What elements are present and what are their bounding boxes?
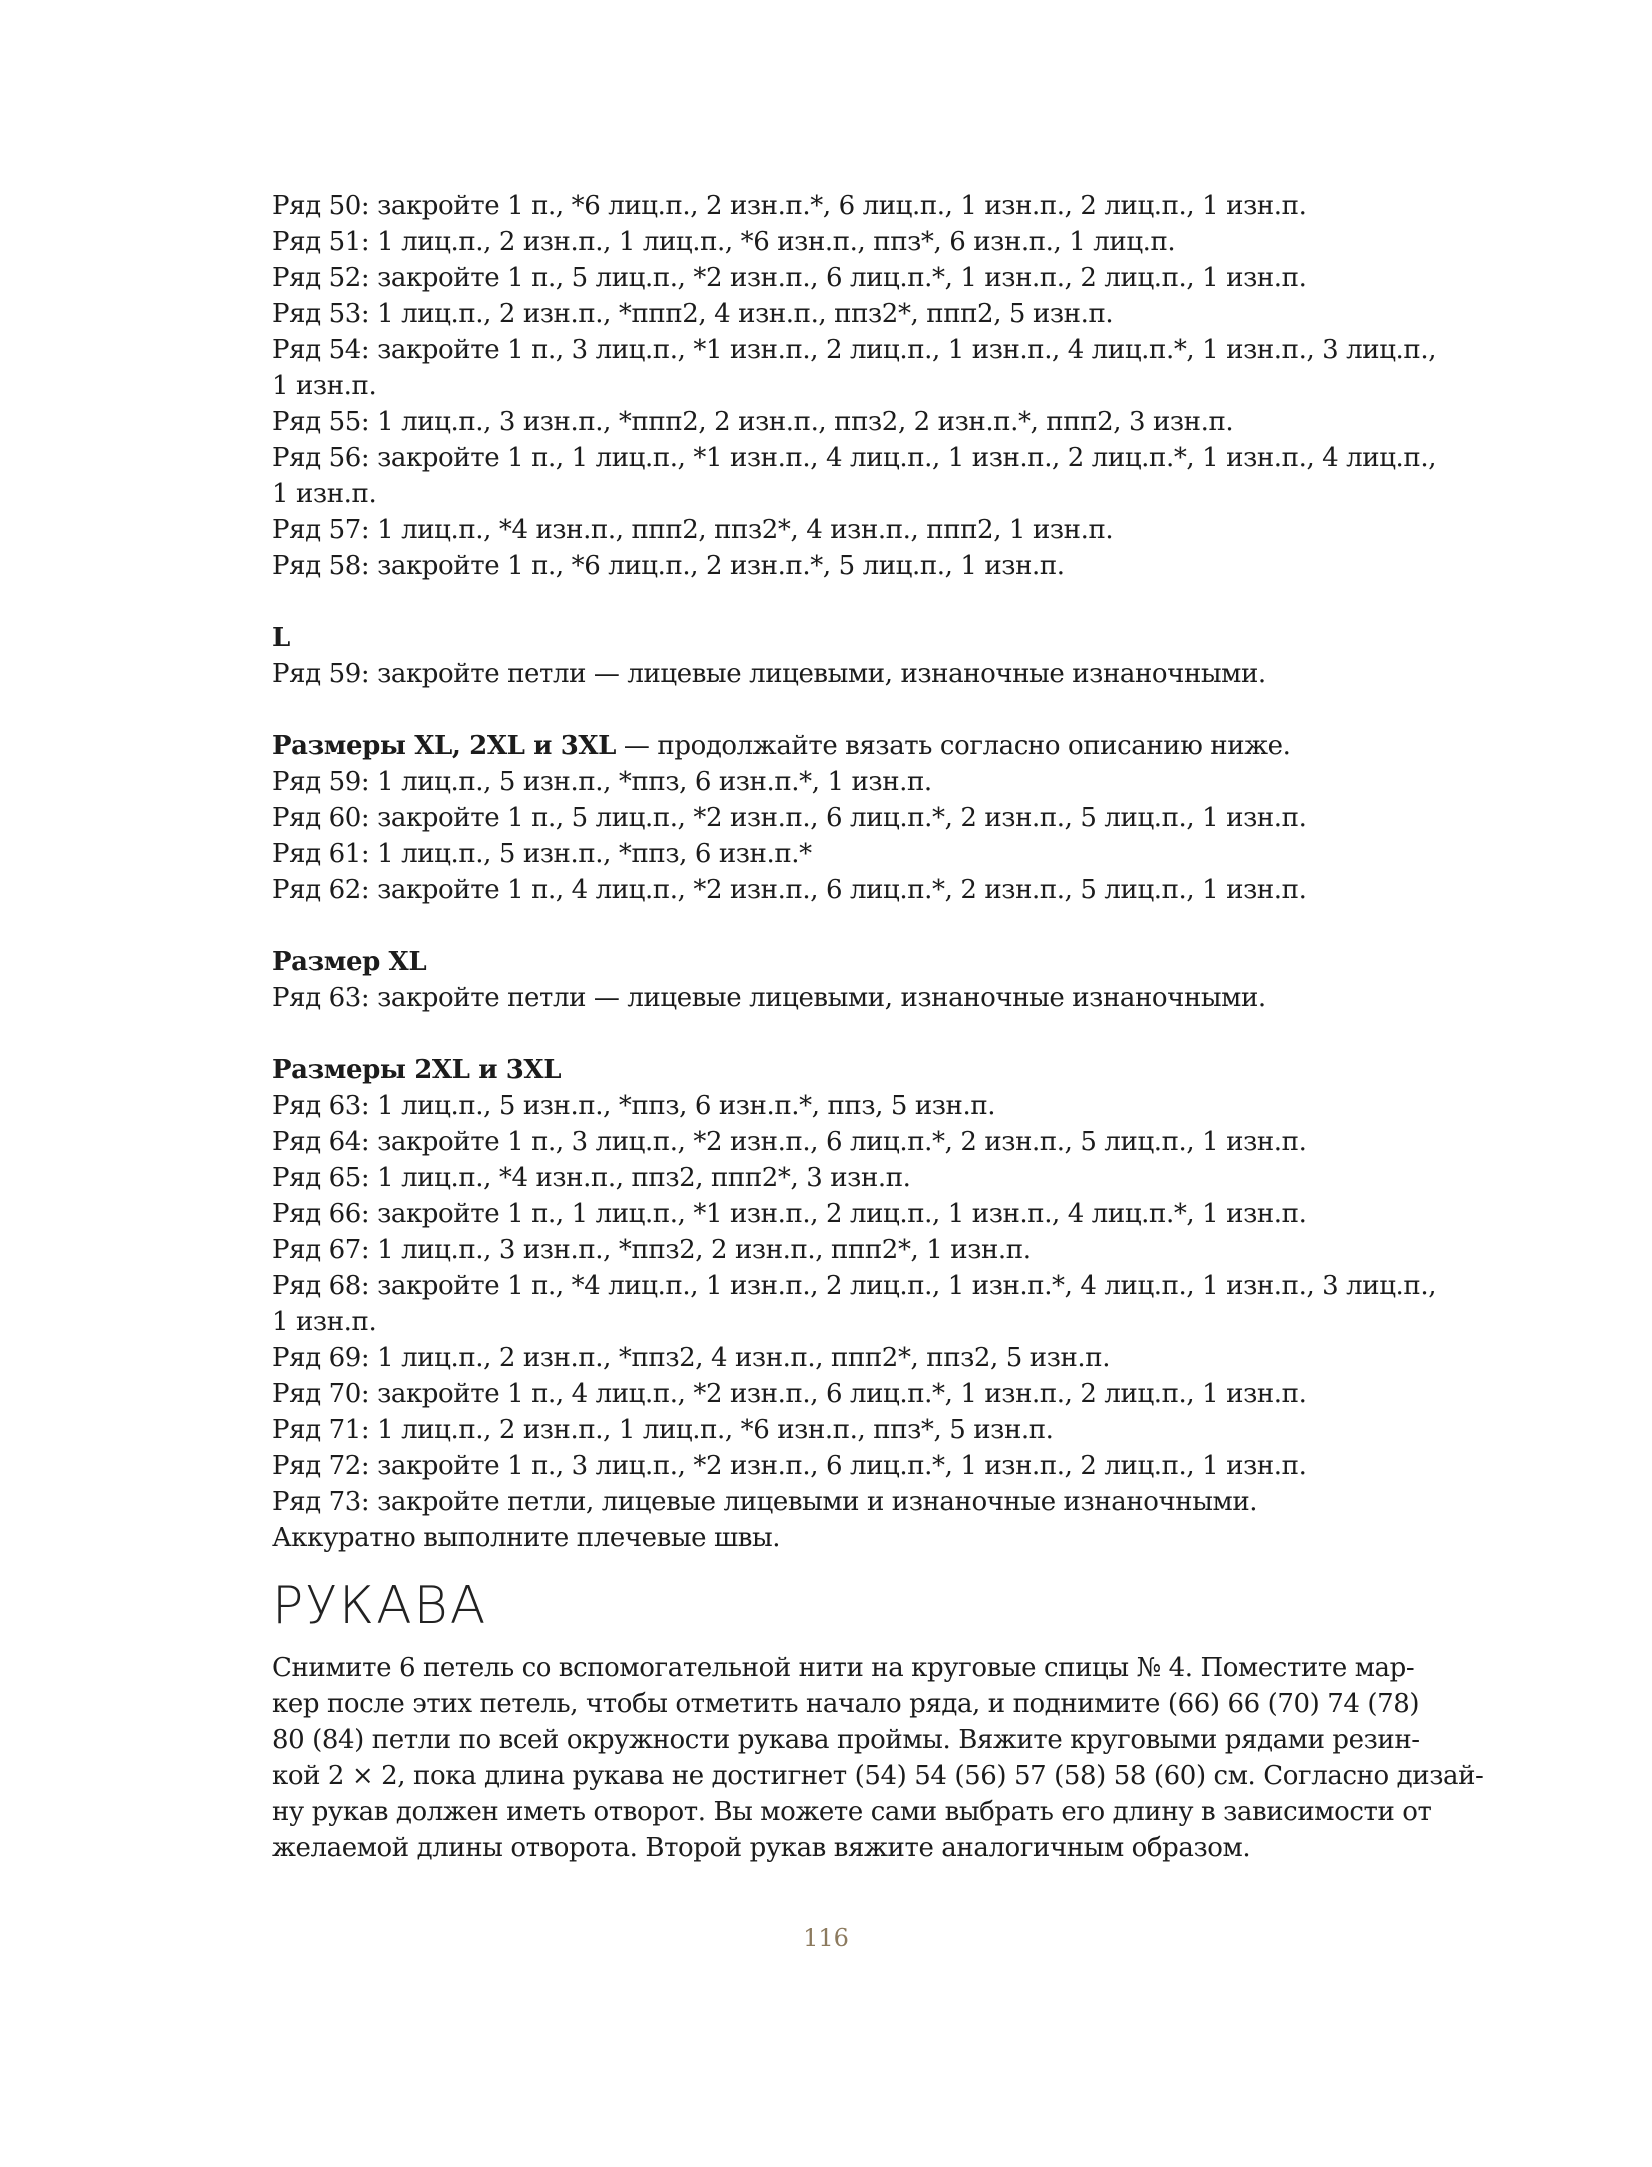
row-line: 1 изн.п. bbox=[272, 479, 377, 509]
row-line: Ряд 51: 1 лиц.п., 2 изн.п., 1 лиц.п., *6 изн.п., ппз*, 6 изн.п., 1 лиц.п. bbox=[272, 227, 1176, 257]
section-heading bbox=[272, 728, 1442, 764]
row-line: 1 изн.п. bbox=[272, 371, 377, 401]
row-line: Ряд 54: закройте 1 п., 3 лиц.п., *1 изн.п., 2 лиц.п., 1 изн.п., 4 лиц.п.*, 1 изн.п., 3 лиц.п., bbox=[272, 335, 1437, 365]
row-line: Ряд 73: закройте петли, лицевые лицевыми и изнаночные изнаночными. bbox=[272, 1487, 1258, 1517]
row-line: Ряд 66: закройте 1 п., 1 лиц.п., *1 изн.п., 2 лиц.п., 1 изн.п., 4 лиц.п.*, 1 изн.п. bbox=[272, 1199, 1307, 1229]
section-sizes-2xl-3xl bbox=[272, 1052, 1442, 1556]
row-line: Ряд 53: 1 лиц.п., 2 изн.п., *ппп2, 4 изн.п., ппз2*, ппп2, 5 изн.п. bbox=[272, 299, 1114, 329]
row-line: Ряд 71: 1 лиц.п., 2 изн.п., 1 лиц.п., *6 изн.п., ппз*, 5 изн.п. bbox=[272, 1415, 1054, 1445]
spacer bbox=[272, 908, 1442, 944]
section-size-xl bbox=[272, 944, 1442, 1016]
paragraph-line: 80 (84) петли по всей окружности рукава проймы. Вяжите круговыми рядами резин- bbox=[272, 1725, 1420, 1755]
row-line: Аккуратно выполните плечевые швы. bbox=[272, 1523, 781, 1553]
row-line: Ряд 67: 1 лиц.п., 3 изн.п., *ппз2, 2 изн.п., ппп2*, 1 изн.п. bbox=[272, 1235, 1031, 1265]
row-line: Ряд 61: 1 лиц.п., 5 изн.п., *ппз, 6 изн.п.* bbox=[272, 839, 812, 869]
page-content bbox=[272, 188, 1484, 1866]
page-number: 116 bbox=[803, 1924, 849, 1952]
section-heading: L bbox=[272, 623, 290, 653]
section-heading: Размеры 2XL и 3XL bbox=[272, 1055, 562, 1085]
spacer bbox=[272, 1016, 1442, 1052]
sleeves-section bbox=[272, 1576, 1484, 1866]
row-line: Ряд 50: закройте 1 п., *6 лиц.п., 2 изн.п.*, 6 лиц.п., 1 изн.п., 2 лиц.п., 1 изн.п. bbox=[272, 191, 1307, 221]
paragraph-line: ну рукав должен иметь отворот. Вы можете сами выбрать его длину в зависимости от bbox=[272, 1797, 1432, 1827]
spacer bbox=[272, 692, 1442, 728]
section-heading-rest: — продолжайте вязать согласно описанию ниже. bbox=[616, 731, 1291, 761]
paragraph-line: Снимите 6 петель со вспомогательной нити на круговые спицы № 4. Поместите мар- bbox=[272, 1653, 1415, 1683]
row-line: Ряд 52: закройте 1 п., 5 лиц.п., *2 изн.п., 6 лиц.п.*, 1 изн.п., 2 лиц.п., 1 изн.п. bbox=[272, 263, 1307, 293]
row-line: Ряд 72: закройте 1 п., 3 лиц.п., *2 изн.п., 6 лиц.п.*, 1 изн.п., 2 лиц.п., 1 изн.п. bbox=[272, 1451, 1307, 1481]
spacer bbox=[272, 584, 1442, 620]
rows-block-1 bbox=[272, 188, 1442, 584]
section-sizes-xl-2xl-3xl bbox=[272, 728, 1442, 908]
section-size-l bbox=[272, 620, 1442, 692]
row-line: 1 изн.п. bbox=[272, 1307, 377, 1337]
paragraph-line: кой 2 × 2, пока длина рукава не достигнет (54) 54 (56) 57 (58) 58 (60) см. Согласно дизай- bbox=[272, 1761, 1484, 1791]
row-line: Ряд 56: закройте 1 п., 1 лиц.п., *1 изн.п., 4 лиц.п., 1 изн.п., 2 лиц.п.*, 1 изн.п., 4 лиц.п., bbox=[272, 443, 1437, 473]
sleeves-paragraph bbox=[272, 1650, 1484, 1866]
row-line: Ряд 70: закройте 1 п., 4 лиц.п., *2 изн.п., 6 лиц.п.*, 1 изн.п., 2 лиц.п., 1 изн.п. bbox=[272, 1379, 1307, 1409]
row-line: Ряд 58: закройте 1 п., *6 лиц.п., 2 изн.п.*, 5 лиц.п., 1 изн.п. bbox=[272, 551, 1065, 581]
row-line: Ряд 57: 1 лиц.п., *4 изн.п., ппп2, ппз2*, 4 изн.п., ппп2, 1 изн.п. bbox=[272, 515, 1114, 545]
row-line: Ряд 62: закройте 1 п., 4 лиц.п., *2 изн.п., 6 лиц.п.*, 2 изн.п., 5 лиц.п., 1 изн.п. bbox=[272, 875, 1307, 905]
section-heading-bold: Размеры XL, 2XL и 3XL bbox=[272, 731, 617, 761]
row-line: Ряд 69: 1 лиц.п., 2 изн.п., *ппз2, 4 изн.п., ппп2*, ппз2, 5 изн.п. bbox=[272, 1343, 1111, 1373]
paragraph-line: кер после этих петель, чтобы отметить начало ряда, и поднимите (66) 66 (70) 74 (78) bbox=[272, 1689, 1420, 1719]
row-line: Ряд 65: 1 лиц.п., *4 изн.п., ппз2, ппп2*, 3 изн.п. bbox=[272, 1163, 911, 1193]
row-line: Ряд 59: закройте петли — лицевые лицевыми, изнаночные изнаночными. bbox=[272, 659, 1266, 689]
section-title: РУКАВА bbox=[272, 1576, 488, 1636]
row-line: Ряд 64: закройте 1 п., 3 лиц.п., *2 изн.п., 6 лиц.п.*, 2 изн.п., 5 лиц.п., 1 изн.п. bbox=[272, 1127, 1307, 1157]
row-line: Ряд 63: 1 лиц.п., 5 изн.п., *ппз, 6 изн.п.*, ппз, 5 изн.п. bbox=[272, 1091, 996, 1121]
paragraph-line: желаемой длины отворота. Второй рукав вяжите аналогичным образом. bbox=[272, 1833, 1251, 1863]
row-line: Ряд 59: 1 лиц.п., 5 изн.п., *ппз, 6 изн.п.*, 1 изн.п. bbox=[272, 767, 932, 797]
row-line: Ряд 60: закройте 1 п., 5 лиц.п., *2 изн.п., 6 лиц.п.*, 2 изн.п., 5 лиц.п., 1 изн.п. bbox=[272, 803, 1307, 833]
section-heading: Размер XL bbox=[272, 947, 427, 977]
row-line: Ряд 68: закройте 1 п., *4 лиц.п., 1 изн.п., 2 лиц.п., 1 изн.п.*, 4 лиц.п., 1 изн.п., 3 лиц.п., bbox=[272, 1271, 1437, 1301]
row-line: Ряд 63: закройте петли — лицевые лицевыми, изнаночные изнаночными. bbox=[272, 983, 1266, 1013]
row-line: Ряд 55: 1 лиц.п., 3 изн.п., *ппп2, 2 изн.п., ппз2, 2 изн.п.*, ппп2, 3 изн.п. bbox=[272, 407, 1234, 437]
